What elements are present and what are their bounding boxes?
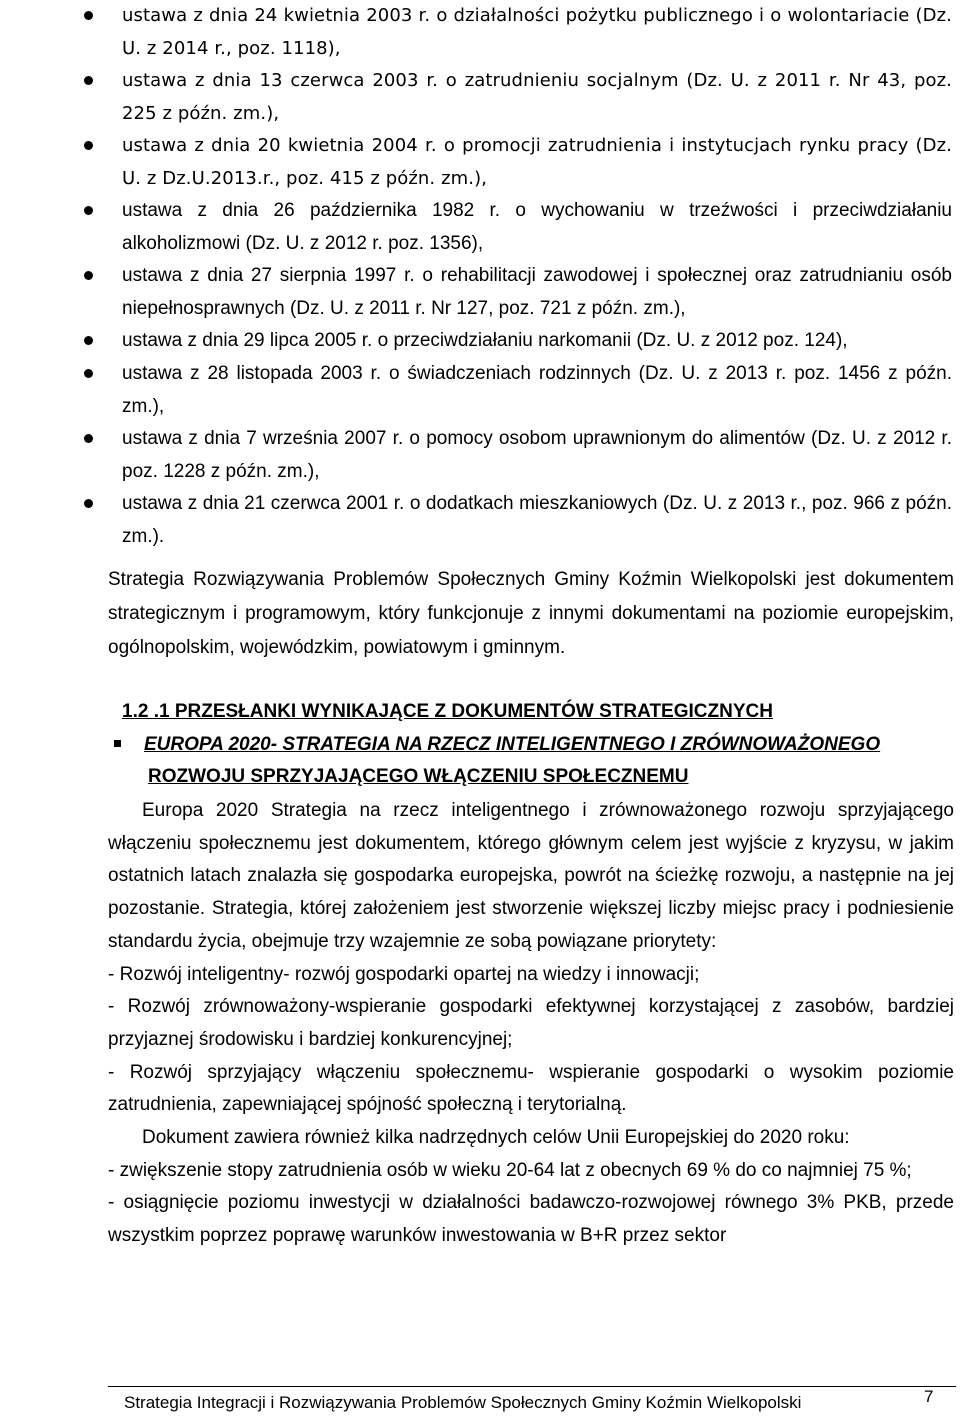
bullet-dot-icon [84, 141, 93, 150]
legal-act-item [0, 358, 960, 423]
legal-act-text: ustawa z dnia 26 października 1982 r. o wychowaniu w trzeźwości i przeciwdziałaniu alkoholizmowi (Dz. U. z 2012 r. poz. 1356), [122, 200, 952, 254]
goal-employment: - zwiększenie stopy zatrudnienia osób w wieku 20-64 lat z obecnych 69 % do co najmniej 75 %; [108, 1159, 912, 1181]
footer-title: Strategia Integracji i Rozwiązywania Problemów Społecznych Gminy Koźmin Wielkopolski [124, 1393, 802, 1412]
bullet-dot-icon [84, 271, 93, 280]
legal-act-item [0, 325, 960, 358]
legal-act-item [0, 0, 960, 65]
legal-act-item [0, 260, 960, 325]
intro-paragraph: Strategia Rozwiązywania Problemów Społecznych Gminy Koźmin Wielkopolski jest dokumentem strategicznym i programowym, który funkcjonuje z innymi dokumentami na poziomie europejskim, ogólnopolskim, wojewódzkim, powiatowym i gminnym. [108, 569, 954, 658]
bullet-dot-icon [84, 369, 93, 378]
legal-act-item [0, 130, 960, 195]
subheading-line-1: EUROPA 2020- STRATEGIA NA RZECZ INTELIGENTNEGO I ZRÓWNOWAŻONEGO [144, 734, 881, 755]
priority-inclusive: - Rozwój sprzyjający włączeniu społecznemu- wspieranie gospodarki o wysokim poziomie zatrudnienia, zapewniającej spójność społeczną i terytorialną. [108, 1061, 954, 1116]
bullet-dot-icon [84, 499, 93, 508]
priority-smart: - Rozwój inteligentny- rozwój gospodarki opartej na wiedzy i innowacji; [108, 963, 700, 985]
bullet-dot-icon [84, 206, 93, 215]
bullet-dot-icon [84, 336, 93, 345]
legal-act-text: ustawa z dnia 20 kwietnia 2004 r. o promocji zatrudnienia i instytucjach rynku pracy (Dz. U. z Dz.U.2013.r., poz. 415 z późn. zm.), [122, 135, 952, 189]
bullet-dot-icon [84, 434, 93, 443]
legal-act-text: ustawa z dnia 27 sierpnia 1997 r. o rehabilitacji zawodowej i społecznej oraz zatrudnianiu osób niepełnosprawnych (Dz. U. z 2011 r. Nr 127, poz. 721 z późn. zm.), [122, 265, 952, 319]
bullet-dot-icon [84, 76, 93, 85]
legal-act-text: ustawa z dnia 21 czerwca 2001 r. o dodatkach mieszkaniowych (Dz. U. z 2013 r., poz. 966 z późn. zm.). [122, 493, 952, 547]
legal-act-text: ustawa z dnia 13 czerwca 2003 r. o zatrudnieniu socjalnym (Dz. U. z 2011 r. Nr 43, poz. 225 z późn. zm.), [122, 70, 952, 124]
legal-act-text: ustawa z dnia 29 lipca 2005 r. o przeciwdziałaniu narkomanii (Dz. U. z 2012 poz. 124), [122, 330, 848, 351]
priority-sustainable: - Rozwój zrównoważony-wspieranie gospodarki efektywnej korzystającej z zasobów, bardziej przyjaznej środowisku i bardziej konkurencyjnej; [108, 996, 954, 1050]
legal-act-text: ustawa z 28 listopada 2003 r. o świadczeniach rodzinnych (Dz. U. z 2013 r. poz. 1456 z późn. zm.), [122, 363, 952, 417]
square-bullet-icon [114, 740, 121, 747]
legal-act-item [0, 65, 960, 130]
subheading-line-2: ROZWOJU SPRZYJAJĄCEGO WŁĄCZENIU SPOŁECZNEMU [148, 766, 689, 787]
legal-act-item [0, 423, 960, 488]
section-heading: 1.2 .1 PRZESŁANKI WYNIKAJĄCE Z DOKUMENTÓW STRATEGICZNYCH [122, 701, 773, 722]
bullet-dot-icon [84, 11, 93, 20]
body-paragraph-goals: Dokument zawiera również kilka nadrzędnych celów Unii Europejskiej do 2020 roku: [142, 1127, 850, 1149]
legal-act-text: ustawa z dnia 24 kwietnia 2003 r. o działalności pożytku publicznego i o wolontariacie (Dz. U. z 2014 r., poz. 1118), [122, 5, 952, 59]
legal-act-item [0, 195, 960, 260]
legal-act-text: ustawa z dnia 7 września 2007 r. o pomocy osobom uprawnionym do alimentów (Dz. U. z 2012 r. poz. 1228 z późn. zm.), [122, 428, 952, 482]
goal-research: - osiągnięcie poziomu inwestycji w działalności badawczo-rozwojowej równego 3% PKB, przede wszystkim poprzez poprawę warunków inwestowania w B+R przez sektor [108, 1192, 954, 1247]
body-paragraph-1: Europa 2020 Strategia na rzecz inteligentnego i zrównoważonego rozwoju sprzyjającego włączeniu społecznemu jest dokumentem, którego głównym celem jest wyjście z kryzysu, w jakim ostatnich latach znalazła się gospodarka europejska, powrót na ścieżkę rozwoju, a następnie na jej pozostanie. Strategia, której założeniem jest stworzenie większej liczby miejsc pracy i podniesienie standardu życia, obejmuje trzy wzajemnie ze sobą powiązane priorytety: [108, 800, 954, 952]
legal-act-item [0, 488, 960, 553]
body-text [108, 795, 954, 1253]
page-number: 7 [924, 1387, 934, 1406]
footer-divider [108, 1386, 956, 1387]
